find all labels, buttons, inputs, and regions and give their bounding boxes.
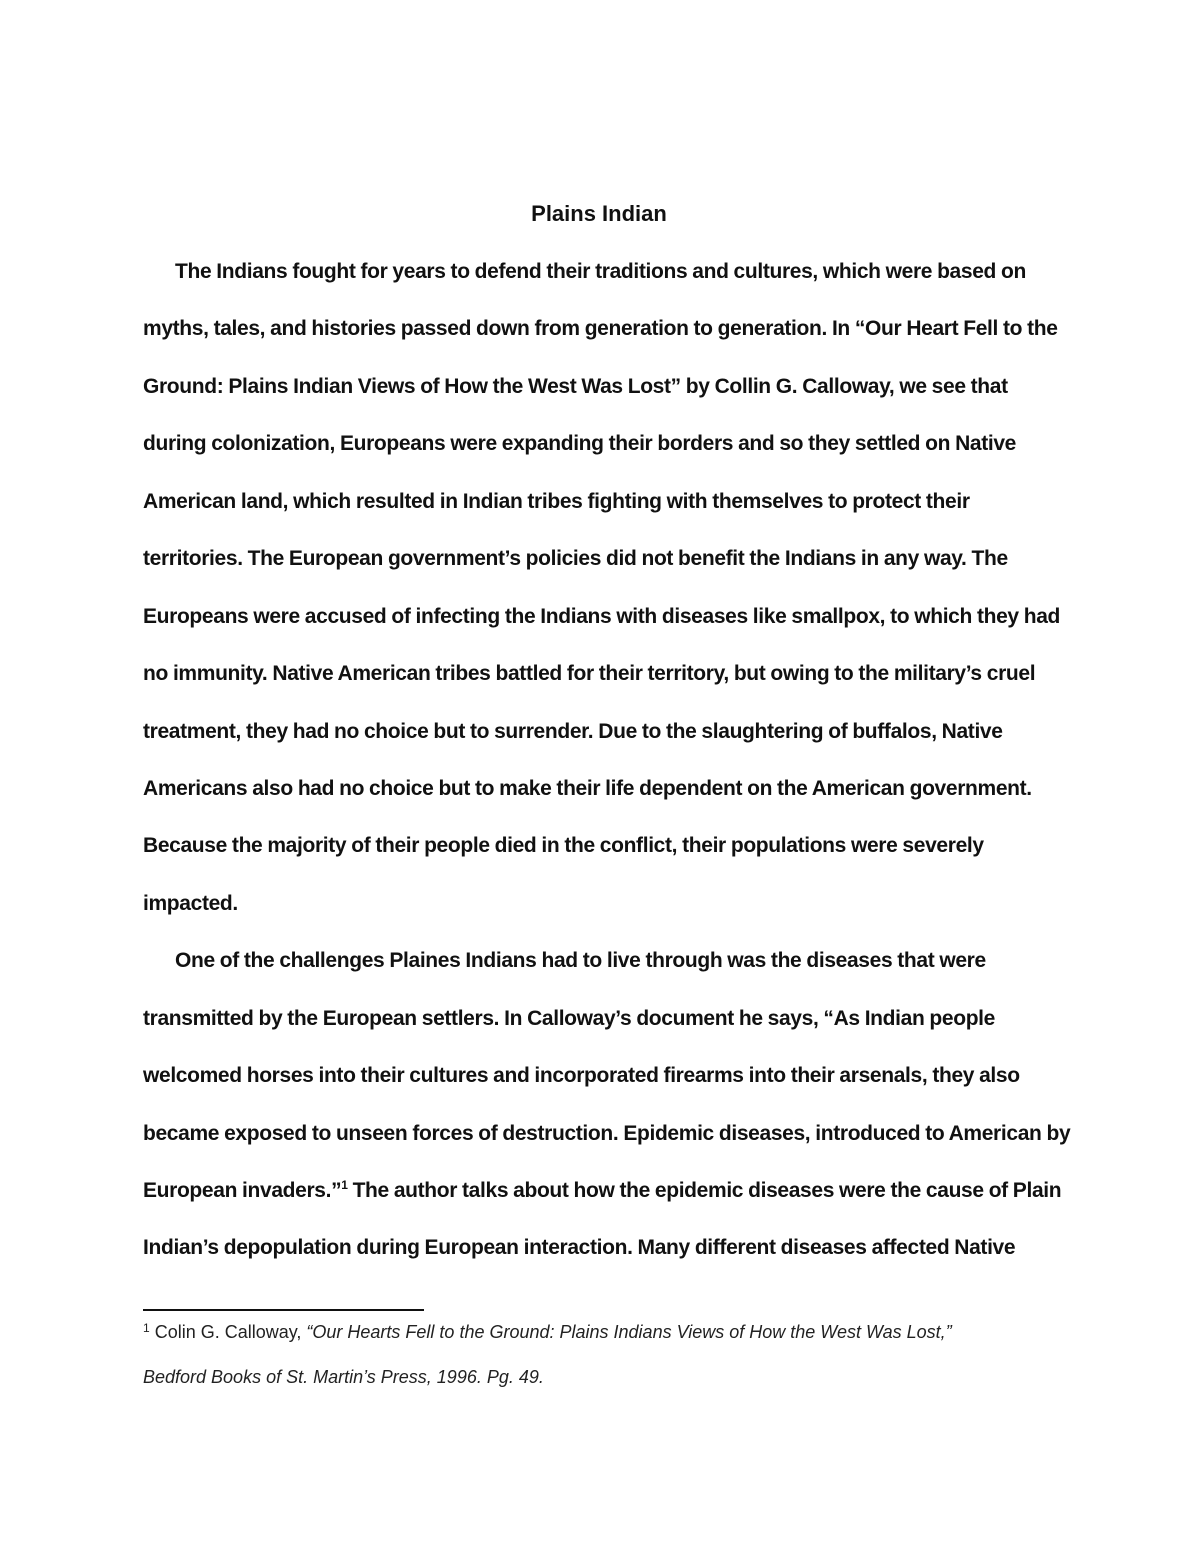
footnote-reference[interactable]: 1 (341, 1178, 348, 1192)
paragraph-2-line: transmitted by the European settlers. In Calloway’s document he says, “As Indian people (143, 1007, 995, 1030)
paragraph-1-line: territories. The European government’s policies did not benefit the Indians in any way. The (143, 547, 1008, 570)
paragraph-1-line: Because the majority of their people died in the conflict, their populations were severely (143, 834, 984, 857)
paragraph-2-line: became exposed to unseen forces of destruction. Epidemic diseases, introduced to American by (143, 1122, 1071, 1145)
paragraph-1-line: Americans also had no choice but to make their life dependent on the American government. (143, 777, 1032, 800)
paragraph-2-line (143, 1174, 1078, 1208)
paragraph-1-line: during colonization, Europeans were expanding their borders and so they settled on Native (143, 432, 1016, 455)
paragraph-2-line-text: European invaders.” (143, 1179, 342, 1202)
paragraph-1-line: The Indians fought for years to defend their traditions and cultures, which were based on (175, 260, 1026, 283)
paragraph-1-line: treatment, they had no choice but to surrender. Due to the slaughtering of buffalos, Native (143, 720, 1003, 743)
footnote-publisher: Bedford Books of St. Martin’s Press, 1996. Pg. 49. (143, 1367, 544, 1387)
footnote-author: Colin G. Calloway, (149, 1322, 307, 1342)
footnote-separator (143, 1309, 424, 1311)
paragraph-1-line: impacted. (143, 892, 238, 915)
paragraph-1-line: American land, which resulted in Indian tribes fighting with themselves to protect their (143, 490, 970, 513)
paragraph-1-line: no immunity. Native American tribes battled for their territory, but owing to the military’s cruel (143, 662, 1036, 685)
footnote (143, 1318, 1078, 1346)
paragraph-2-line: One of the challenges Plaines Indians had to live through was the diseases that were (175, 949, 986, 972)
paragraph-1-line: myths, tales, and histories passed down from generation to generation. In “Our Heart Fell to the (143, 317, 1058, 340)
document-title: Plains Indian (531, 201, 667, 226)
paragraph-2-line: Indian’s depopulation during European interaction. Many different diseases affected Native (143, 1236, 1016, 1259)
footnote-source-title: “Our Hearts Fell to the Ground: Plains Indians Views of How the West Was Lost,” (306, 1322, 952, 1342)
paragraph-2-line-text: The author talks about how the epidemic diseases were the cause of Plain (347, 1179, 1062, 1202)
footnote-mark: 1 (143, 1321, 150, 1335)
paragraph-1-line: Ground: Plains Indian Views of How the West Was Lost” by Collin G. Calloway, we see that (143, 375, 1008, 398)
paragraph-1-line: Europeans were accused of infecting the Indians with diseases like smallpox, to which they had (143, 605, 1061, 628)
paragraph-2-line: welcomed horses into their cultures and incorporated firearms into their arsenals, they also (143, 1064, 1020, 1087)
